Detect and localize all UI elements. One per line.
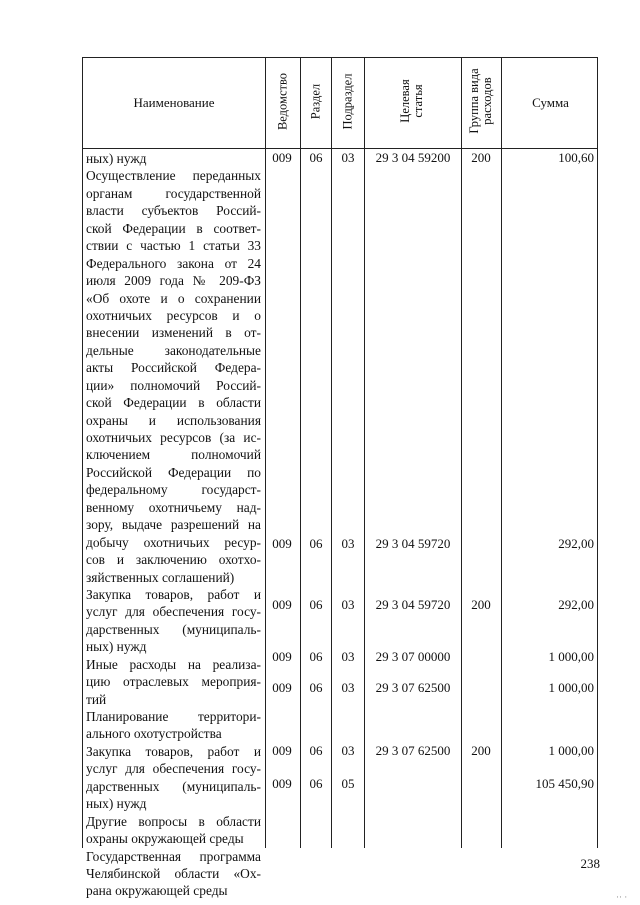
name-line: тий [86,691,107,707]
header-gruppa [468,51,494,151]
name-line: Иные расходы на реализа- [86,656,261,672]
name-line: Закупка товаров, работ и [86,586,261,602]
razdel-cell: 06 [309,536,323,551]
name-line: ального охотустройства [86,726,222,742]
name-line: Государственная программа [86,848,261,864]
podrazdel-cell: 05 [341,776,355,791]
name-line: «Об охоте и о сохранении [86,290,261,306]
column-divider [331,57,332,848]
column-divider [265,57,266,848]
celevaya-cell: 29 3 04 59720 [375,536,451,551]
header-gruppa-line1: Группа вида [467,68,481,134]
podrazdel-cell: 03 [341,649,355,664]
vedomstvo-cell: 009 [272,150,292,165]
name-line: дарственных (муниципаль- [86,778,261,794]
page-number: 238 [580,856,600,871]
vedomstvo-cell: 009 [272,776,292,791]
celevaya-cell: 29 3 07 62500 [375,680,451,695]
name-line: дарственных (муниципаль- [86,621,261,637]
summa-cell: 105 450,90 [535,776,594,791]
razdel-cell: 06 [309,743,323,758]
column-divider [501,57,502,848]
gruppa-cell: 200 [471,743,491,758]
name-line: ключением полномочий [86,447,261,463]
name-line: ных) нужд [86,151,147,166]
name-line: федеральному государст- [86,482,261,498]
celevaya-cell: 29 3 07 00000 [375,649,451,664]
name-line: охраны окружающей среды [86,831,244,847]
name-column [86,150,261,900]
name-line: рана окружающей среды [86,883,228,899]
summa-cell: 1 000,00 [548,680,594,695]
podrazdel-cell: 03 [341,680,355,695]
celevaya-cell: 29 3 07 62500 [375,743,451,758]
razdel-cell: 06 [309,597,323,612]
vedomstvo-cell: 009 [272,597,292,612]
scan-mark: ·· · [616,892,628,902]
podrazdel-cell: 03 [341,150,355,165]
name-line: власти субъектов Россий- [86,203,261,219]
column-divider [364,57,365,848]
name-line: ской Федерации в области [86,395,261,411]
name-line: июля 2009 года № 209-ФЗ [86,273,261,289]
column-divider [461,57,462,848]
name-line: Российской Федерации по [86,464,261,480]
header-podrazdel: Подраздел [340,73,355,130]
name-line: Другие вопросы в области [86,813,261,829]
name-line: Закупка товаров, работ и [86,743,261,759]
name-line: внесении изменений в от- [86,325,261,341]
name-line: акты Российской Федера- [86,360,261,376]
summa-cell: 100,60 [558,150,594,165]
razdel-cell: 06 [309,776,323,791]
name-line: ции» полномочий Россий- [86,377,261,393]
header-vedomstvo: Ведомство [275,72,290,131]
name-line: ных) нужд [86,796,147,812]
vedomstvo-cell: 009 [272,649,292,664]
podrazdel-cell: 03 [341,743,355,758]
name-line: цию отраслевых мероприя- [86,674,261,690]
name-line: услуг для обеспечения госу- [86,604,261,620]
name-line: охраны и использования [86,412,261,428]
celevaya-cell: 29 3 04 59720 [375,597,451,612]
name-line: зяйственных соглашений) [86,569,235,585]
vedomstvo-cell: 009 [272,536,292,551]
summa-cell: 292,00 [558,597,594,612]
summa-cell: 1 000,00 [548,649,594,664]
name-line: зору, выдаче разрешений на [86,517,261,533]
podrazdel-cell: 03 [341,536,355,551]
name-line: Челябинской области «Ох- [86,865,261,881]
column-divider [300,57,301,848]
name-line: услуг для обеспечения госу- [86,761,261,777]
gruppa-cell: 200 [471,597,491,612]
header-gruppa-line2: расходов [480,77,494,125]
name-line: органам государственной [86,185,261,201]
name-line: Планирование территори- [86,709,261,724]
header-summa: Сумма [532,95,569,110]
name-line: Осуществление переданных [86,168,261,184]
razdel-cell: 06 [309,649,323,664]
razdel-cell: 06 [309,150,323,165]
vedomstvo-cell: 009 [272,743,292,758]
header-celevaya-line1: Целевая [398,79,412,123]
name-line: ствии с частью 1 статьи 33 [86,238,261,254]
podrazdel-cell: 03 [341,597,355,612]
vedomstvo-cell: 009 [272,680,292,695]
name-line: венному охотничьему над- [86,499,261,515]
name-line: охотничьих ресурсов и о [86,307,261,323]
celevaya-cell: 29 3 04 59200 [375,150,451,165]
name-line: ской Федерации в соответ- [86,220,261,236]
summa-cell: 292,00 [558,536,594,551]
header-celevaya [399,51,425,151]
name-line: охотничьих ресурсов (за ис- [86,430,261,445]
name-line: Федерального закона от 24 [86,255,261,271]
name-line: ных) нужд [86,639,147,655]
header-razdel: Раздел [308,83,323,120]
razdel-cell: 06 [309,680,323,695]
name-line: дельные законодательные [86,342,261,358]
gruppa-cell: 200 [471,150,491,165]
name-line: добычу охотничьих ресур- [86,534,261,550]
name-line: сов и заключению охотхо- [86,552,261,568]
header-name: Наименование [133,95,215,110]
summa-cell: 1 000,00 [548,743,594,758]
header-celevaya-line2: статья [411,84,425,118]
